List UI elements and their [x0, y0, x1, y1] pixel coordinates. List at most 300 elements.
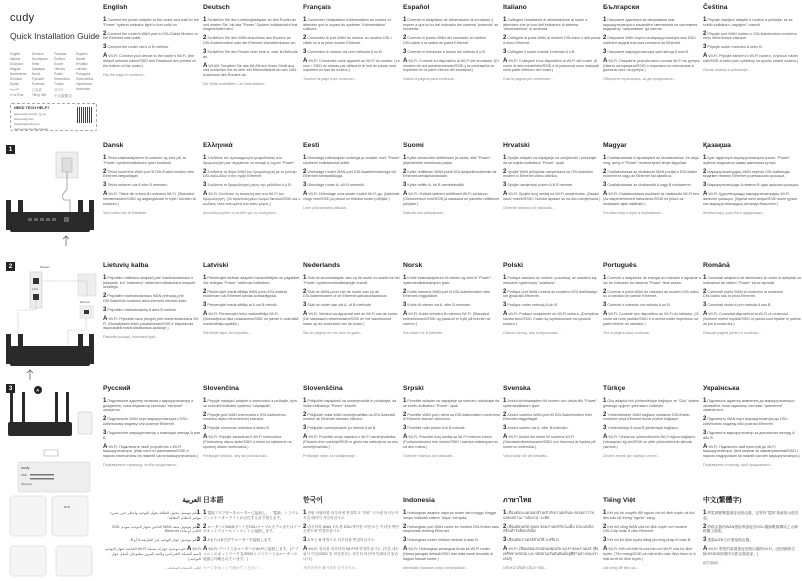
- step-number: A: [303, 58, 308, 65]
- step-text: AまたはB方法でルーターを接続します。: [207, 538, 275, 543]
- step-text: A 또는 B 방법으로 라우터를 연결하십시오.: [307, 538, 376, 543]
- step-1: [503, 156, 601, 165]
- step-number: 2: [303, 35, 307, 42]
- step-number: A: [203, 434, 208, 441]
- step-number: 2: [403, 35, 407, 42]
- step-number: 3: [103, 44, 107, 51]
- continue-note: اقلب الصفحة للمتابعة...: [165, 565, 201, 570]
- step-text: Wi-Fi: Құрылғыңызды маршрутизатордың Wi-Fi желісіне қосыңыз. (Әдепкі желі атауы/SSID және құпия сөз маршрутизатордың астында басылған.): [703, 192, 797, 206]
- step-2: [403, 170, 501, 179]
- section-title: Español: [403, 4, 430, 11]
- help-line[interactable]: www.cudy.com: [14, 116, 34, 121]
- step-a: [603, 435, 701, 449]
- step-number: 2: [203, 288, 207, 295]
- step-number: 1: [103, 17, 107, 23]
- step-3: [203, 426, 301, 431]
- step-text: Wi-Fi: Pripojte zariadenie k Wi-Fi smerovača. (Predvolený názov siete/SSID a heslo sú vytlačené na spodnej strane smerovača.): [203, 435, 292, 449]
- continue-note: Vend siden for at fortsætte...: [103, 210, 150, 215]
- language-section: [103, 142, 201, 220]
- step-number: A: [303, 546, 308, 553]
- step-number: 2: [603, 523, 607, 530]
- step-2: [503, 36, 601, 45]
- help-line[interactable]: www.cudy.com/qr_tg_wr: [14, 111, 47, 116]
- step-text: Pripojte napájací adaptér k smerovaču a počkajte, kým sa rozsvieti indikátor systému "napájania".: [203, 399, 297, 408]
- step-text: Підключіть WAN порт маршрутизатора до DSL/кабельного модему або розетки Ethernet.: [703, 417, 789, 426]
- step-text: ルーターのWANポートをDSL/ケーブルモデムまたはイーサネットウォールコンセントに接続します。: [203, 524, 301, 534]
- step-3: [303, 183, 401, 188]
- language-section: [403, 4, 501, 86]
- step-number: 1: [203, 155, 207, 161]
- section-title: Hrvatski: [503, 142, 530, 149]
- language-index-item: 한국어: [54, 88, 64, 92]
- step-text: Подключите WAN порт маршрутизатора к DSL/кабельному модему или розетке Ethernet.: [103, 417, 189, 426]
- step-number: 2: [203, 411, 207, 418]
- step-text: Wi-Fi: Connect your device to the router's Wi-Fi. (the default network name/SSID and Password are printed on the bottom of the router.): [103, 54, 197, 68]
- language-index-item: Қазақша: [32, 67, 45, 71]
- step-2: [403, 525, 501, 534]
- step-number: 2: [503, 168, 507, 175]
- step-number: 1: [303, 510, 307, 516]
- step-1: [203, 511, 301, 520]
- step-a: [203, 192, 301, 206]
- step-text: Hubungkan router melalui metode A atau B.: [407, 538, 479, 543]
- language-section: [603, 4, 701, 86]
- language-section: [703, 142, 801, 220]
- step-text: قم بتوصيل منفذ WAN الخاص بجهاز التوجيه بمودم DSL/الكابل أو مأخذ Ethernet.: [111, 524, 201, 534]
- step-3: [503, 303, 601, 308]
- step-text: Připojte port WAN routeru k DSL/kabelovému modemu nebo ethernetové zásuvce.: [703, 31, 797, 41]
- step-3: [703, 183, 801, 188]
- language-index-item: Română: [10, 77, 23, 81]
- step-number: A: [703, 311, 708, 318]
- section-title: Suomi: [403, 142, 424, 149]
- step-number: 2: [703, 168, 707, 175]
- step-text: 透過A或B方法連接路由器。: [707, 538, 753, 543]
- language-index-item: Italiano: [10, 57, 21, 61]
- step-number: 3: [603, 48, 607, 55]
- step-number: 3: [703, 182, 707, 189]
- step-3: [503, 538, 601, 543]
- language-section: [503, 142, 601, 215]
- step-number: 3: [203, 48, 207, 55]
- step-text: Wi-Fi: Připojte zařízení k Wi-Fi routeru. (Výchozí název sítě/SSID a heslo jsou vytištěny na spodní straně routeru.): [703, 54, 799, 64]
- step-number: 3: [196, 537, 200, 544]
- step-number: 1: [403, 155, 407, 161]
- step-number: 2: [403, 411, 407, 418]
- step-2: [203, 290, 301, 299]
- step-number: 3: [603, 182, 607, 189]
- step-number: 1: [503, 510, 507, 516]
- step-number: 2: [503, 523, 507, 530]
- step-a: [503, 312, 601, 326]
- step-number: 3: [303, 302, 307, 309]
- step-number: 3: [303, 182, 307, 189]
- step-a: [403, 59, 501, 73]
- step-text: 將路由器的WAN連接埠連接至DSL/纜線數據機或乙太網路牆上插座。: [703, 524, 798, 534]
- step-text: Қуат адаптерін маршрутизаторға қосып, "Power" жүйелік индикатор шамы жанғанша күтіңіз.: [703, 156, 791, 165]
- step-number: 2: [303, 411, 307, 418]
- step-text: Anslut routern via A- eller B-metoden.: [507, 426, 569, 431]
- step-3: [303, 426, 401, 431]
- step-2: [203, 170, 301, 179]
- continue-note: Pārvērtiet lapu, lai turpinātu...: [203, 330, 251, 335]
- step-number: A: [303, 191, 308, 198]
- step-2: [103, 525, 201, 534]
- step-number: 1: [203, 398, 207, 404]
- step-text: Wi-Fi: Yhdistä laitteesi reitittimen Wi-Fi-verkkoon. (Oletusverkon nimi/SSID ja salasana on painettu reitittimen pohjaan.): [403, 192, 500, 206]
- step-3: [403, 50, 501, 55]
- step-number: 2: [303, 168, 307, 175]
- step-text: Wi-Fi: Pievienojiet ierīci maršrutētāja Wi-Fi. (Noklusējuma tīkla nosaukums/SSID un parole ir uzdrukāti maršrutētāja apakšā.): [203, 312, 299, 326]
- step-text: Připojte napájecí adaptér k routeru a počkejte, až se světlo indikátoru „napájení" rozsvítí.: [703, 18, 793, 27]
- step-1: [603, 156, 701, 165]
- step-text: Conecte o roteador via método A ou B.: [607, 303, 671, 308]
- step-3: [403, 183, 501, 188]
- step-number: 3: [403, 182, 407, 189]
- step-1: [303, 399, 401, 408]
- step-text: เชื่อมต่อพอร์ต WAN ของเราเตอร์กับโมเด็ม DSL/เคเบิล หรือเต้ารับอีเธอร์เน็ต: [503, 524, 594, 534]
- step-a: [303, 547, 401, 561]
- step-number: 2: [503, 411, 507, 418]
- step-1: [103, 399, 201, 413]
- step-a: [303, 192, 401, 201]
- language-sections: [103, 0, 802, 581]
- step-a: [503, 59, 601, 73]
- language-index-item: 日本語: [32, 88, 42, 92]
- step-number: 2: [403, 288, 407, 295]
- continue-note: Sla de pagina om om door te gaan...: [303, 330, 363, 335]
- step-number: 2: [303, 288, 307, 295]
- step-text: Wi-Fi: Spojite svoj uređaj na Wi-Fi usmjerivača. (Zadani naziv mreže/SSID i lozinka ispisani su na dnu usmjerivača.): [503, 192, 601, 202]
- section-title: Nederlands: [303, 262, 341, 269]
- step-text: Podłącz port WAN routera do modemu DSL/kablowego lub gniazdka Ethernet.: [503, 289, 598, 299]
- continue-note: Snu siden for å fortsette...: [403, 330, 446, 335]
- qr-code-icon: [77, 107, 93, 123]
- language-section: [403, 262, 501, 340]
- step-2: [103, 170, 201, 179]
- step-text: Wi-Fi: Anslut din enhet till routerns Wi-Fi. (Standardnätverksnamn/SSID och lösenord är tryckta på routerns undersida.): [503, 435, 596, 449]
- modem-label: Modem: [40, 265, 51, 269]
- step-number: A: [187, 546, 192, 553]
- language-index-item: Norsk: [32, 72, 41, 76]
- step-1: [203, 156, 301, 165]
- step-2: [403, 36, 501, 45]
- step-text: Priključite napajalnik na usmerjevalnik in počakajte, da lučka indikatorja "Power" zasveti.: [303, 399, 397, 408]
- step-text: Pripojte smerovač metódou A alebo B.: [207, 426, 270, 431]
- continue-note: Αναποδογυρίστε τη σελίδα για να συνεχίσετε...: [203, 210, 279, 215]
- step-text: Wi-Fi: Подключите своё устройство к Wi-Fi маршрутизатора. (Имя сети по умолчанию/SSID и пароль напечатаны на нижней части маршрутизатора.): [103, 444, 198, 458]
- step-number: 1: [203, 275, 207, 281]
- step-text: Prijunkite maršrutizatoriaus WAN prievadą prie DSL/kabelinio modemo arba eterneto sieninio lizdo.: [103, 294, 188, 303]
- step-text: Connectez le routeur via une méthode A ou B.: [307, 49, 383, 54]
- tech-help-box: [10, 103, 97, 131]
- step-3: [703, 431, 801, 440]
- step-1: [703, 156, 801, 165]
- step-text: Wi-Fi: Prijunkite savo įrenginį prie maršrutizatoriaus Wi-Fi. (Numatytasis tinklo pavadinimas/SSID ir slaptažodis išspausdinti maršrutizatoriaus apačioje.): [103, 317, 199, 331]
- step-text: Wi-Fi: Підключіть свій пристрій до Wi-Fi маршрутизатора. (Ім'я мережі за замовчуванням/SSID і пароль надруковані на нижній частині маршрутизатора.): [703, 444, 800, 458]
- step-text: Wi-Fi: Povežite svoj uređaj sa Wi-Fi mrežom rutera. (Podrazumevano ime mreže/SSID i lozinka odštampani su na dnu rutera.): [403, 435, 499, 449]
- section-title: 中文(繁體字): [703, 497, 742, 504]
- language-section: [703, 385, 801, 472]
- language-index-item: Hrvatski: [76, 62, 88, 66]
- step-text: Kytke reitittimen WAN-portti DSL/kaapelimodeemiin tai Ethernet-seinäpistorasiaan.: [403, 169, 497, 179]
- step-3: [503, 183, 601, 188]
- step-text: Wi-Fi: 將您的裝置連接至路由器的Wi-Fi。(預設網路名稱/SSID和密碼印在路由器底部。): [703, 547, 796, 557]
- step-3: [203, 50, 301, 59]
- step-1: [203, 399, 301, 408]
- language-index-item: Polski: [54, 72, 63, 76]
- step-text: Povežite ruter putem A ili B metode.: [407, 426, 466, 431]
- step-2: [103, 294, 201, 303]
- step-a: [703, 312, 801, 326]
- password-label: Password: [21, 483, 32, 486]
- step-text: Povežite WAN port rutera sa DSL/kablovskim modemom ili Ethernet zidnom utičnicom.: [403, 412, 500, 422]
- section-title: Čeština: [703, 4, 728, 11]
- language-index-item: 中文(繁體字): [54, 94, 73, 98]
- step-number: A: [403, 311, 408, 318]
- step-a: [103, 547, 201, 561]
- step-number: 3: [503, 537, 507, 544]
- language-index-item: العربية: [10, 87, 19, 91]
- step-text: Kết nối cổng WAN của bộ định tuyến với modem DSL/Cáp hoặc ổ cắm Ethernet.: [603, 524, 687, 534]
- step-2: [503, 170, 601, 179]
- language-section: [403, 497, 501, 575]
- step-number: 1: [303, 275, 307, 281]
- step-text: Spojite WAN priključak usmjerivača na DSL/kabelski modem ili Ethernet zidnu utičnicu.: [503, 169, 593, 179]
- step-number: 1: [703, 275, 707, 281]
- step-number: 3: [603, 425, 607, 432]
- step-text: Conectați routerul prin metoda A sau B.: [707, 303, 772, 308]
- step-number: 2: [403, 168, 407, 175]
- step-number: 1: [603, 510, 607, 516]
- continue-note: Otočte stránku a pokračujte...: [703, 68, 752, 73]
- language-index-item: Български: [32, 57, 48, 61]
- label-brand: cudy: [21, 465, 30, 470]
- step-text: Wi-Fi: Свържете устройството си към Wi-Fi на рутера. (Името на мрежата/SSID и паролата са отпечатани в долната част на рутера.): [603, 59, 701, 73]
- step-text: Pievienojiet strāvas adapteri maršrutētājam un pagaidiet, līdz iedegas "Power" sistēmas indikators.: [203, 276, 301, 285]
- continue-note: Lật trang để tiếp tục...: [603, 565, 639, 570]
- section-title: Български: [603, 4, 640, 11]
- step-number: 2: [503, 35, 507, 42]
- language-index-item: Українська: [76, 82, 92, 86]
- cudy-logo: cudy: [10, 12, 35, 24]
- step-2: [603, 170, 701, 179]
- step-2: [303, 290, 401, 299]
- step-number: 3: [503, 302, 507, 309]
- step-text: قم بتوصيل جهاز التوجيه عبر الطريقة A أو B.: [129, 538, 197, 543]
- step-number: 3: [103, 182, 107, 189]
- step-text: Koble ruterens WAN-port til DSL/kabelmodem eller Ethernet-vegguttaket.: [403, 289, 491, 299]
- step-number: A: [303, 311, 308, 318]
- step-text: قم بتوصيل محول الطاقة بجهاز التوجيه وانتظر حتى يضيء مؤشر النظام "الطاقة".: [110, 511, 201, 520]
- language-index-item: Nederlands: [10, 72, 27, 76]
- step-number: 3: [103, 306, 107, 313]
- step-text: Podłącz zasilacz do routera i poczekaj, aż zaświeci się wskaźnik systemowy "zasilania".: [503, 276, 597, 285]
- step-text: Wi-Fi: Tilslut din enhed til routerens Wi-Fi. (Standard netværksnavn/SSID og adgangskode er trykt i bunden af routeren.): [103, 192, 196, 206]
- step-number: 2: [203, 168, 207, 175]
- step-number: A: [603, 311, 608, 318]
- language-index-item: Eesti: [32, 62, 40, 66]
- step-number: 2: [603, 168, 607, 175]
- step-3-badge: 3: [6, 384, 15, 393]
- step-2: [603, 290, 701, 299]
- language-section: [203, 385, 301, 463]
- language-index-item: Deutsch: [32, 52, 44, 56]
- step-text: Güç adaptörünü yönlendiriciye bağlayın ve "Güç" sistem gösterge ışığının yanmasını bekleyin.: [603, 399, 700, 408]
- step-a: [203, 312, 301, 326]
- step-a: [403, 192, 501, 206]
- step-2: [703, 417, 801, 426]
- step-text: WLAN: Schalten Sie das WLAN auf Ihrem Gerät aus und schließen Sie es über ein Ethernetkabel an den LAN-Anschluss des Routers an.: [203, 63, 298, 77]
- step-1: [403, 399, 501, 408]
- help-line[interactable]: www.cudy.com/download: [14, 127, 48, 132]
- language-section: [103, 4, 201, 82]
- section-title: Srpski: [403, 385, 424, 392]
- step-number: 1: [403, 17, 407, 23]
- step-text: เชื่อมต่อเราเตอร์ด้วยวิธี A หรือ B: [507, 538, 559, 543]
- step-number: A: [503, 58, 508, 65]
- language-section: [303, 4, 401, 86]
- step-number: 2: [103, 168, 107, 175]
- step-text: Подключите адаптер питания к маршрутизатору и дождитесь, пока индикатор системы "питание" загорится.: [103, 399, 194, 413]
- language-index-item: Español: [76, 52, 88, 56]
- continue-note: 계속하려면 페이지를 넘기십시오...: [303, 565, 358, 570]
- step-number: A: [603, 546, 608, 553]
- step-number: 3: [403, 425, 407, 432]
- section-title: Italiano: [503, 4, 527, 11]
- language-section: [503, 4, 601, 86]
- step-a: [703, 192, 801, 206]
- step-text: Sluit de WAN-poort van de router aan op de DSL/kabelmodem of de Ethernet-wandcontactdoos.: [303, 289, 388, 299]
- step-2: [603, 413, 701, 422]
- step-1: [703, 18, 801, 27]
- step-text: Connectez l'adaptateur d'alimentation au routeur et attendez que le voyant du système "d'alimentation" s'allume.: [303, 18, 391, 32]
- step-number: 2: [703, 288, 707, 295]
- step-text: Collegare il router tramite il metodo A o B.: [507, 49, 576, 54]
- step-text: Connect the router's WAN port to DSL/Cable Modem or the Ethernet wall outlet.: [103, 31, 198, 41]
- step-number: 1: [603, 155, 607, 161]
- wan-connection-illustration: [0, 262, 100, 382]
- step-number: 2: [196, 523, 200, 530]
- step-a: [303, 312, 401, 326]
- step-3: [403, 538, 501, 543]
- step-number: A: [703, 546, 708, 553]
- continue-note: Voltea la página para continuar...: [403, 77, 457, 82]
- language-section: [503, 262, 601, 340]
- step-number: 2: [103, 416, 107, 423]
- step-number: 2: [103, 30, 107, 37]
- step-text: Připojte router metodou A nebo B.: [707, 45, 763, 50]
- step-number: 1: [603, 275, 607, 281]
- step-3: [303, 303, 401, 308]
- step-number: 1: [403, 398, 407, 404]
- step-a: [403, 435, 501, 449]
- step-text: Συνδέστε το δρομολογητή μέσω της μεθόδου A ή B.: [207, 183, 292, 188]
- step-2: [703, 32, 801, 41]
- step-text: Wi-Fi: Cihazınızı yönlendiricinin Wi-Fi ağına bağlayın. (Varsayılan ağ adı/SSID ve şifre yönlendiricinin altında yazılıdır.): [603, 435, 696, 449]
- section-title: Slovenščina: [303, 385, 343, 392]
- language-index-item: Čeština: [54, 57, 65, 61]
- step-number: 3: [303, 48, 307, 55]
- step-number: A: [703, 191, 708, 198]
- step-3: [703, 303, 801, 308]
- step-number: 3: [203, 537, 207, 544]
- step-number: A: [103, 443, 108, 450]
- step-2: [703, 290, 801, 299]
- language-index-item: Latviski: [76, 67, 87, 71]
- lan-label: LAN: [32, 287, 38, 291]
- language-section: [103, 497, 201, 575]
- step-2: [103, 32, 201, 41]
- step-number: A: [703, 53, 708, 60]
- step-number: 3: [403, 302, 407, 309]
- step-text: Wi-Fi: Conectați dispozitivul la Wi-Fi-ul routerului. (Numele rețelei implicit/SSID și parola sunt tipărite în partea de jos a routerului.): [703, 312, 801, 326]
- step-text: 라우터의 WAN 포트를 DSL/케이블 모뎀 또는 이더넷 벽면 콘센트에 연결하십시오.: [303, 524, 399, 534]
- continue-note: Flip the page to continue...: [103, 72, 147, 77]
- step-number: A: [403, 191, 408, 198]
- step-1: [403, 511, 501, 520]
- step-number: A: [103, 316, 108, 323]
- step-a: [703, 445, 801, 459]
- language-section: [403, 142, 501, 220]
- step-number: 1: [503, 17, 507, 23]
- step-number: 1: [503, 155, 507, 161]
- step-text: Маршрутизаторды A немесе B әдісі арқылы қосыңыз.: [707, 183, 800, 188]
- section-title: Indonesia: [403, 497, 435, 504]
- step-number: A: [403, 58, 408, 65]
- step-number: 2: [203, 523, 207, 530]
- step-number: 1: [196, 510, 200, 516]
- section-title: Deutsch: [203, 4, 230, 11]
- step-text: Ühendage ruuteri WAN-port DSL/kaabelmodemiga või Etherneti seinapistikuga.: [303, 169, 396, 179]
- step-text: Kytke virtasovitin reitittimeen ja odota, että "Power"-järjestelmän merkkivalo palaa.: [403, 156, 492, 165]
- step-1: [703, 276, 801, 285]
- help-line[interactable]: support@cudy.com: [14, 122, 40, 127]
- step-number: A: [203, 311, 208, 318]
- step-a: [103, 317, 201, 331]
- step-1: [503, 399, 601, 408]
- continue-note: Pasukite puslapį, norėdami tęsti...: [103, 335, 159, 340]
- step-number: 1: [203, 17, 207, 23]
- step-2: [203, 36, 301, 45]
- step-3: [203, 538, 301, 543]
- step-text: Conecte el puerto WAN del enrutador al módem DSL/cable o la salida de pared Ethernet.: [403, 36, 486, 45]
- language-index-item: Srpski: [10, 82, 19, 86]
- step-text: Συνδέστε τον προσαρμογέα τροφοδοσίας στο δρομολογητή και περιμένετε να ανάψει η λυχνία "Power".: [203, 156, 296, 165]
- step-text: Spojite usmjerivač putem A ili B metode.: [507, 183, 573, 188]
- step-number: A: [503, 434, 508, 441]
- step-number: 1: [503, 275, 507, 281]
- step-a: [603, 192, 701, 206]
- step-1: [103, 156, 201, 165]
- step-1: [203, 18, 301, 32]
- step-number: 2: [703, 30, 707, 37]
- language-section: [103, 385, 201, 472]
- step-number: A: [503, 191, 508, 198]
- step-2: [303, 36, 401, 45]
- continue-note: พลิกหน้าเพื่อดำเนินการต่อ...: [503, 565, 548, 570]
- step-number: 3: [603, 302, 607, 309]
- step-2: [203, 525, 301, 534]
- step-2: [303, 413, 401, 422]
- step-text: Підключіть адаптер живлення до маршрутизатора і зачекайте, поки індикатор системи "живлення" засвітиться.: [703, 399, 796, 413]
- step-1: [303, 18, 401, 32]
- step-1: [503, 511, 601, 520]
- step-text: Prijunkite maršrutizatorių A arba B metodu.: [107, 307, 178, 312]
- continue-note: Käännä sivu jatkaaksesi...: [403, 210, 446, 215]
- step-number: 3: [203, 425, 207, 432]
- step-a: [703, 547, 801, 556]
